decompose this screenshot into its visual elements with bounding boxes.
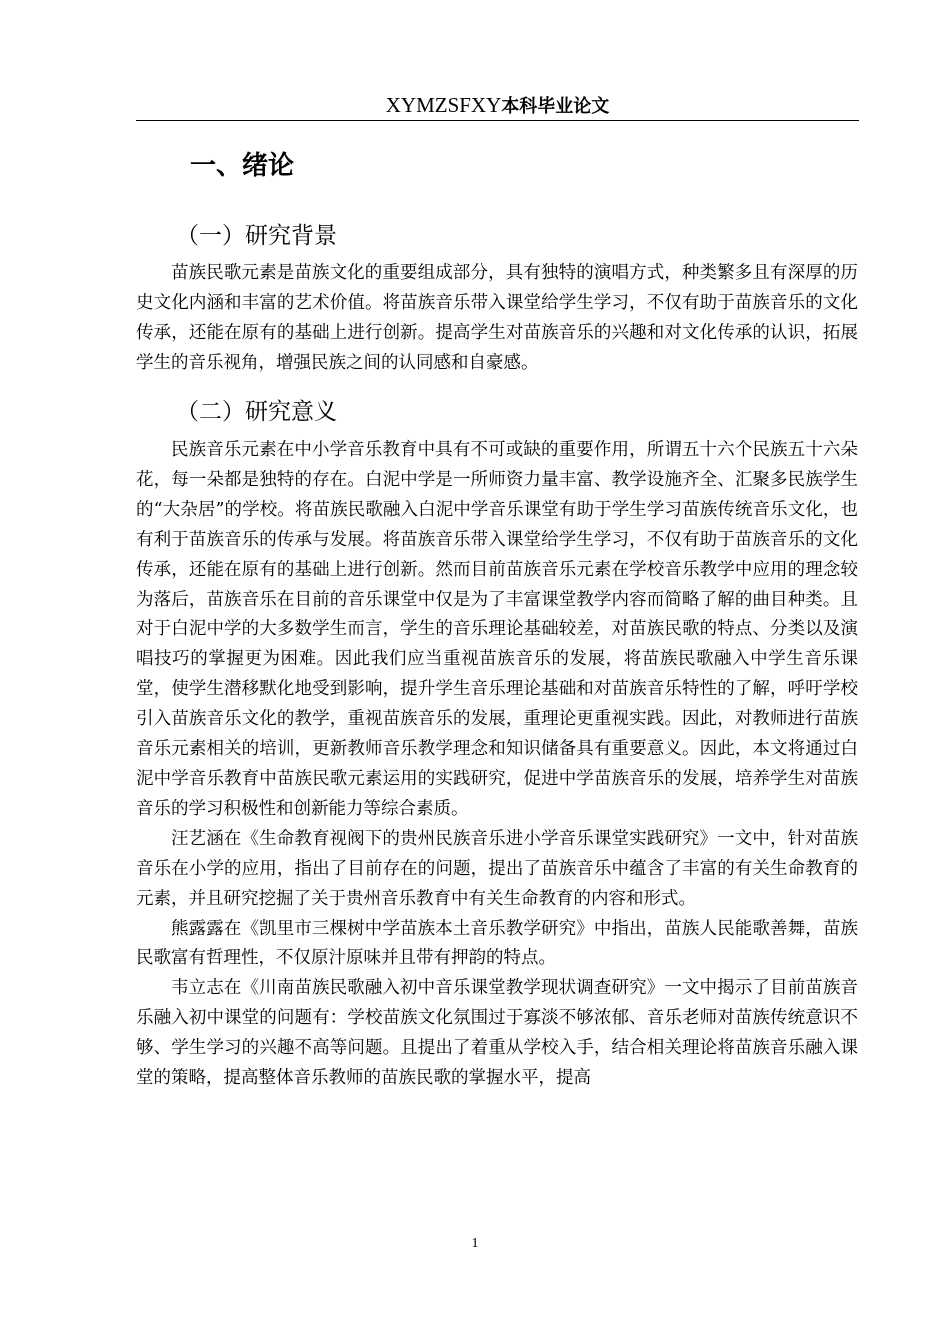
header-title: 本科毕业论文 xyxy=(501,96,610,117)
paragraph: 民族音乐元素在中小学音乐教育中具有不可或缺的重要作用，所谓五十六个民族五十六朵花，每一朵都是独特的存在。白泥中学是一所师资力量丰富、教学设施齐全、汇聚多民族学生的“大杂居”的学校。将苗族民歌融入白泥中学音乐课堂有助于学生学习苗族传统音乐文化，也有利于苗族音乐的传承与发展。将苗族音乐带入课堂给学生学习，不仅有助于苗族音乐的文化传承，还能在原有的基础上进行创新。然而目前苗族音乐元素在学校音乐教学中应用的理念较为落后，苗族音乐在目前的音乐课堂中仅是为了丰富课堂教学内容而简略了解的曲目种类。且对于白泥中学的大多数学生而言，学生的音乐理论基础较差，对苗族民歌的特点、分类以及演唱技巧的掌握更为困难。因此我们应当重视苗族音乐的发展，将苗族民歌融入中学生音乐课堂，使学生潜移默化地受到影响，提升学生音乐理论基础和对苗族音乐特性的了解，呼吁学校引入苗族音乐文化的教学，重视苗族音乐的发展，重理论更重视实践。因此，对教师进行苗族音乐元素相关的培训，更新教师音乐教学理念和知识储备具有重要意义。因此，本文将通过白泥中学音乐教育中苗族民歌元素运用的实践研究，促进中学苗族音乐的发展，培养学生对苗族音乐的学习积极性和创新能力等综合素质。 xyxy=(136,440,858,819)
paragraph: 汪艺涵在《生命教育视阀下的贵州民族音乐进小学音乐课堂实践研究》一文中，针对苗族音乐在小学的应用，指出了目前存在的问题，提出了苗族音乐中蕴含了丰富的有关生命教育的元素，并且研究挖掘了关于贵州音乐教育中有关生命教育的内容和形式。 xyxy=(136,828,858,909)
section-title-background: （一）研究背景 xyxy=(176,223,337,249)
header-code: XYMZSFXY xyxy=(385,93,502,117)
chapter-title: 一、绪论 xyxy=(190,151,295,181)
paragraph: 韦立志在《川南苗族民歌融入初中音乐课堂教学现状调查研究》一文中揭示了目前苗族音乐融入初中课堂的问题有：学校苗族文化氛围过于寡淡不够浓郁、音乐老师对苗族传统意识不够、学生学习的兴趣不高等问题。且提出了着重从学校入手，结合相关理论将苗族音乐融入课堂的策略，提高整体音乐教师的苗族民歌的掌握水平，提高 xyxy=(136,978,858,1089)
paragraph: 熊露露在《凯里市三棵树中学苗族本土音乐教学研究》中指出，苗族人民能歌善舞，苗族民歌富有哲理性，不仅原汁原味并且带有押韵的特点。 xyxy=(136,918,858,969)
section-body-background xyxy=(136,259,858,379)
section-title-significance: （二）研究意义 xyxy=(176,399,337,425)
page-number: 1 xyxy=(471,1236,479,1251)
section-body-significance xyxy=(136,436,858,1094)
paragraph: 苗族民歌元素是苗族文化的重要组成部分，具有独特的演唱方式，种类繁多且有深厚的历史文化内涵和丰富的艺术价值。将苗族音乐带入课堂给学生学习，不仅有助于苗族音乐的文化传承，还能在原有的基础上进行创新。提高学生对苗族音乐的兴趣和对文化传承的认识，拓展学生的音乐视角，增强民族之间的认同感和自豪感。 xyxy=(136,263,858,373)
page-header xyxy=(136,90,859,121)
